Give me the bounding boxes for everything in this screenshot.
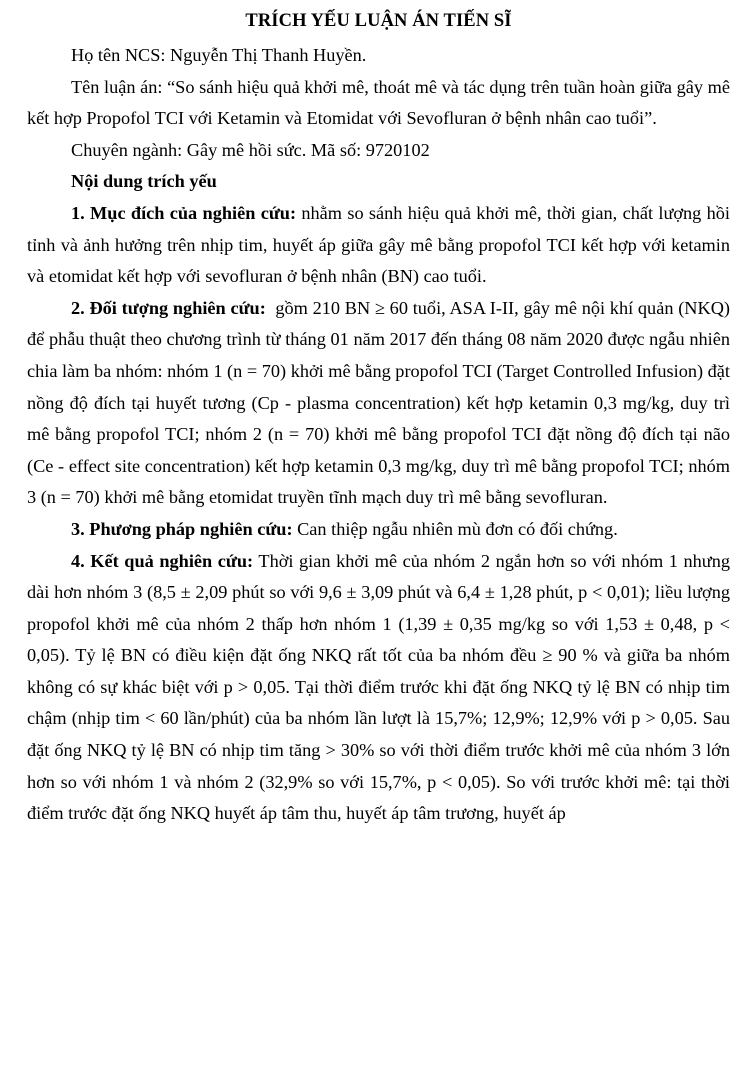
section-1-text: nhằm so sánh hiệu quả khởi mê, thời gian, chất lượng hồi tỉnh và ảnh hưởng trên nhịp tim, huyết áp giữa gây mê bằng propofol TCI kết hợp với ketamin và etomidat kết hợp với sevofluran ở bệnh nhân (BN) cao tuổi. — [27, 202, 730, 287]
section-heading — [27, 166, 730, 198]
section-4-text: Thời gian khởi mê của nhóm 2 ngắn hơn so với nhóm 1 nhưng dài hơn nhóm 3 (8,5 ± 2,09 phút so với 9,6 ± 3,09 phút và 6,4 ± 1,28 phút, p < 0,01); liều lượng propofol khởi mê của nhóm 2 thấp hơn nhóm 1 (1,39 ± 0,35 mg/kg so với 1,53 ± 0,48, p < 0,05). Tỷ lệ BN có điều kiện đặt ống NKQ rất tốt của ba nhóm đều ≥ 90 % và giữa ba nhóm không có sự khác biệt với p > 0,05. Tại thời điểm trước khi đặt ống NKQ tỷ lệ BN có nhịp tim chậm (nhịp tim < 60 lần/phút) của ba nhóm lần lượt là 15,7%; 12,9%; 12,9% với p > 0,05. Sau đặt ống NKQ tỷ lệ BN có nhịp tim tăng > 30% so với thời điểm trước khởi mê của nhóm 3 lớn hơn so với nhóm 1 và nhóm 2 (32,9% so với 15,7%, p < 0,05). So với trước khởi mê: tại thời điểm trước đặt ống NKQ huyết áp tâm thu, huyết áp tâm trương, huyết áp — [27, 550, 730, 824]
section-3-label: 3. Phương pháp nghiên cứu: — [71, 518, 293, 539]
thesis-title: Tên luận án: “So sánh hiệu quả khởi mê, thoát mê và tác dụng trên tuần hoàn giữa gây mê kết hợp Propofol TCI với Ketamin và Etomidat với Sevofluran ở bệnh nhân cao tuổi”. — [27, 76, 730, 129]
section-1-label: 1. Mục đích của nghiên cứu: — [71, 202, 297, 223]
document-page — [27, 8, 735, 830]
section-4-paragraph — [27, 546, 730, 830]
section-4-label: 4. Kết quả nghiên cứu: — [71, 550, 254, 571]
section-2-label: 2. Đối tượng nghiên cứu: — [71, 297, 266, 318]
section-2-paragraph — [27, 293, 735, 514]
author-line: Họ tên NCS: Nguyễn Thị Thanh Huyền. — [71, 45, 367, 65]
section-heading-text: Nội dung trích yếu — [71, 171, 217, 192]
section-1-paragraph — [27, 198, 730, 293]
section-2-text: gồm 210 BN ≥ 60 tuổi, ASA I-II, gây mê nội khí quản (NKQ) để phẫu thuật theo chương trình từ tháng 01 năm 2017 đến tháng 08 năm 2020 được ngẫu nhiên chia làm ba nhóm: nhóm 1 (n = 70) khởi mê bằng propofol TCI (Target Controlled Infusion) đặt nồng độ đích tại huyết tương (Cp - plasma concentration) kết hợp ketamin 0,3 mg/kg, duy trì mê bằng propofol TCI; nhóm 2 (n = 70) khởi mê bằng propofol TCI đặt nồng độ đích tại não (Ce - effect site concentration) kết hợp ketamin 0,3 mg/kg, duy trì mê bằng propofol TCI; nhóm 3 (n = 70) khởi mê bằng etomidat truyền tĩnh mạch duy trì mê bằng sevofluran. — [27, 297, 735, 508]
section-3-text: Can thiệp ngẫu nhiên mù đơn có đối chứng. — [292, 518, 618, 539]
section-3-paragraph — [27, 514, 730, 546]
document-title: TRÍCH YẾU LUẬN ÁN TIẾN SĨ — [245, 11, 512, 31]
specialty-line: Chuyên ngành: Gây mê hồi sức. Mã số: 9720102 — [71, 139, 430, 160]
